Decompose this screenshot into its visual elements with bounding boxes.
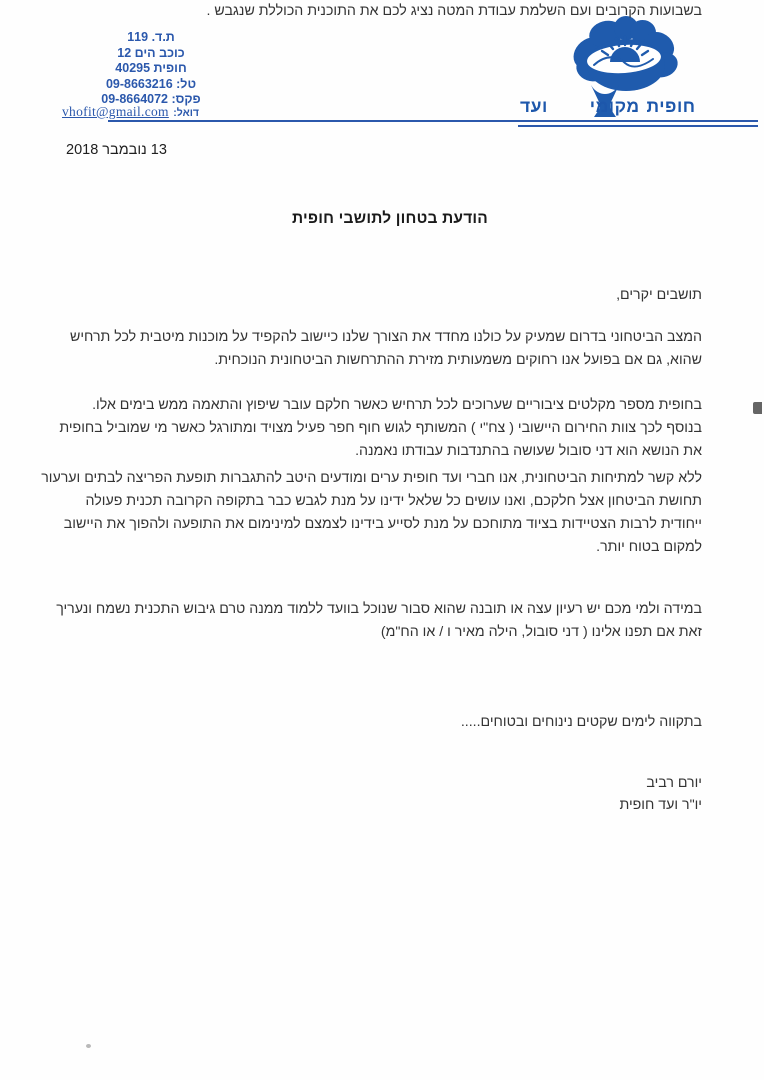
logo-word-hofit: חופית: [646, 96, 696, 116]
logo-word-mekomi: מקומי: [589, 96, 640, 116]
letter-date: 13 נובמבר 2018: [66, 142, 167, 158]
text-line: המצב הביטחוני בדרום שמעיק על כולנו מחדד את הצורך שלנו כיישוב להקפיד על מוכנות מיטבית לכל תרחיש: [70, 329, 702, 345]
text-line: ללא קשר למתיחות הביטחונית, אנו חברי ועד חופית ערים ומודעים היטב להתגברות תופעת הפריצה לבתים וערעור: [41, 470, 702, 486]
signature-role: יו"ר ועד חופית: [619, 797, 702, 813]
text-line: שהוא, גם אם בפועל אנו רחוקים משמעותית מזירת ההתרחשות הביטחונית הנוכחית.: [214, 352, 702, 368]
text-line: בתקווה לימים שקטים נינוחים ובטוחים.....: [460, 714, 702, 730]
salutation: [62, 284, 702, 307]
text-line: בנוסף לכך צוות החירום היישובי ( צח"י ) המשותף לגוש חוף חפר פעיל מצויד ומתורגל כאשר מי שמוביל בחופית: [59, 420, 702, 436]
text-line: כוכב הים 12: [117, 45, 185, 60]
text-line: ייחודית לרבות הצטיידות בציוד מתוחכם על מנת לסייע בידינו לצמצם למינימום את התופעה ולהפוך את היישוב: [63, 516, 702, 532]
signature-name: יורם רביב: [646, 775, 702, 791]
letterhead-contact-block: [58, 30, 244, 108]
text-line: פקס: 09-8664072: [101, 92, 201, 106]
paragraph-security-situation: [62, 326, 702, 372]
text-line: בחופית מספר מקלטים ציבוריים שערוכים לכל תרחיש כאשר חלקם עובר שיפוץ והתאמה ממש בימים אלו.: [92, 397, 702, 413]
letterhead-email-line: [62, 103, 272, 121]
text-line: זאת אם תפנו אלינו ( דני סובול, הילה מאיר ו / או הח"מ): [380, 624, 702, 640]
email-address: vhofit@gmail.com: [62, 104, 169, 119]
logo-word-vaad: ועד: [520, 96, 548, 116]
letter-title: הודעת בטחון לתושבי חופית: [292, 210, 488, 227]
text-line: במידה ולמי מכם יש רעיון עצה או תובנה שהוא סבור שנוכל בוועד ללמוד ממנה טרם גיבוש התכנית נשמח ונעריך: [56, 601, 702, 617]
scan-artifact: [753, 402, 762, 414]
text-line: למקום בטוח יותר.: [596, 539, 702, 555]
text-line: חופית 40295: [115, 61, 187, 75]
paragraph-burglary-plan: [41, 467, 702, 559]
closing-line: [62, 711, 702, 734]
paragraph-plan-presentation: [62, 0, 702, 23]
text-line: ת.ד. 119: [127, 30, 175, 44]
logo-wordmark: [518, 96, 760, 117]
text-line: טל: 09-8663216: [105, 76, 197, 91]
text-line: בשבועות הקרובים ועם השלמת עבודת המטה נציג לכם את התוכנית הכוללת שנגבש .: [206, 3, 702, 19]
email-label: דואל:: [173, 107, 200, 119]
paragraph-shelters: [59, 394, 702, 463]
paragraph-feedback-request: [56, 598, 702, 644]
scan-artifact: [86, 1044, 91, 1048]
logo-underline-rule: [518, 125, 758, 127]
signature-block: [62, 772, 702, 816]
text-line: את הנושא הוא דני סובול שעושה בהתנדבות עבודתו נאמנה.: [355, 443, 702, 459]
text-line: תושבים יקרים,: [616, 287, 702, 303]
text-line: תחושת הביטחון אצל חלקכם, ואנו עושים כל שלאל ידינו על מנת לגבש כבר בתקופה הקרובה תכנית פעולה: [85, 493, 702, 509]
